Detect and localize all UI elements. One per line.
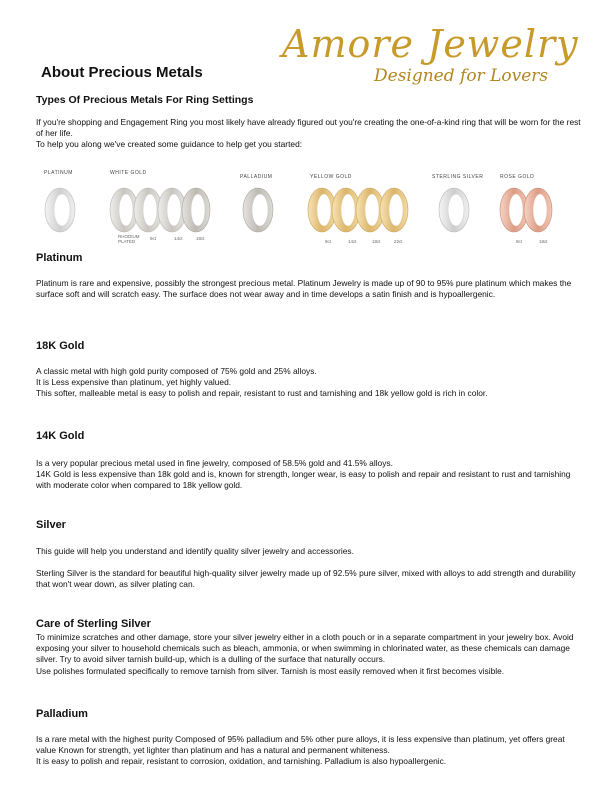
ring-sub-label: 9ct	[150, 236, 157, 241]
logo-wordmark: Amore Jewelry	[282, 22, 579, 66]
silver-line-2: Sterling Silver is the standard for beautiful high-quality silver jewelry made up of 92.5% pure silver, mixed with alloys to add strength and durability that won't wear down, as silver plating can.	[36, 568, 576, 590]
section-subtitle: Types Of Precious Metals For Ring Settings	[36, 94, 254, 106]
heading-platinum: Platinum	[36, 252, 83, 264]
ring-label-platinum: PLATINUM	[44, 170, 73, 176]
platinum-text	[36, 278, 584, 300]
ring-metal-chart	[36, 168, 576, 246]
gold14-text	[36, 458, 584, 492]
palladium-line-1: Is a rare metal with the highest purity Composed of 95% palladium and 5% other pure alloys, it is less expensive than platinum, yet offers great value Known for strength, yet lighter than platinum and has a natural and permanent whiteness.	[36, 734, 565, 756]
heading-silver: Silver	[36, 519, 66, 531]
ring-sub-label: 22ct	[394, 239, 403, 244]
ring-label-palladium: PALLADIUM	[240, 174, 273, 180]
intro-text	[36, 117, 584, 151]
ring-platinum	[45, 188, 75, 232]
care-line-1: To minimize scratches and other damage, store your silver jewelry either in a cloth pouch or in a separate compartment in your jewelry box. Avoid exposing your silver to household chemicals such as bleach, ammonia, or when swimming in chlorinated water, as these chemicals can damage silver. Try to avoid silver tarnish build-up, which is a dulling of the surface that naturally occurs.	[36, 632, 574, 665]
silver-text	[36, 546, 584, 591]
brand-logo	[282, 22, 582, 92]
intro-paragraph-1: If you're shopping and Engagement Ring you most likely have already figured out you're creating the one-of-a-kind ring that will be worn for the rest of her life.	[36, 117, 581, 139]
ring-sub-label: 14ct	[174, 236, 183, 241]
ring-label-white-gold: WHITE GOLD	[110, 170, 147, 176]
ring-sub-label: 18ct	[539, 239, 548, 244]
logo-tagline: Designed for Lovers	[374, 66, 549, 86]
heading-care-of-sterling-silver: Care of Sterling Silver	[36, 618, 151, 630]
ring-sterling-silver	[439, 188, 469, 232]
heading-14k-gold: 14K Gold	[36, 430, 85, 442]
heading-18k-gold: 18K Gold	[36, 340, 85, 352]
palladium-text	[36, 734, 584, 768]
ring-yellow-gold	[308, 188, 408, 232]
ring-sub-label: 9ct	[516, 239, 523, 244]
ring-sub-label: 18ct	[196, 236, 205, 241]
ring-sub-label: 18ct	[372, 239, 381, 244]
ring-sub-label: RHODIUM PLATED	[118, 234, 140, 244]
platinum-paragraph: Platinum is rare and expensive, possibly the strongest precious metal. Platinum Jewelry is made up of 90 to 95% pure platinum which makes the surface soft and will scratch easy. The surface does not wear away and in time develops a satin finish and is hypoallergenic.	[36, 278, 572, 300]
ring-sub-label: 9ct	[325, 239, 332, 244]
ring-label-sterling-silver: STERLING SILVER	[432, 174, 484, 180]
gold14-line-1: Is a very popular precious metal used in fine jewelry, composed of 58.5% gold and 41.5% alloys.	[36, 458, 393, 468]
ring-illustration	[36, 168, 576, 246]
page-title: About Precious Metals	[41, 64, 203, 81]
silver-line-1: This guide will help you understand and identify quality silver jewelry and accessories.	[36, 546, 354, 556]
palladium-line-2: It is easy to polish and repair, resistant to corrosion, oxidation, and tarnishing. Palladium is also hypoallergenic.	[36, 756, 447, 767]
care-line-2: Use polishes formulated specifically to remove tarnish from silver. Tarnish is most easily removed when it first becomes visible.	[36, 665, 505, 676]
ring-label-rose-gold: ROSE GOLD	[500, 174, 535, 180]
ring-rose-gold	[500, 188, 552, 232]
ring-white-gold	[110, 188, 210, 232]
gold14-line-2: 14K Gold is less expensive than 18k gold and is, known for strength, longer wear, is easy to polish and repair and resistant to rust and tarnishing with moderate color when compared to 18k yellow gold.	[36, 469, 571, 491]
gold18-line-3: This softer, malleable metal is easy to polish and repair, resistant to rust and tarnishing and 18k yellow gold is rich in color.	[36, 388, 488, 399]
care-text	[36, 632, 584, 677]
heading-palladium: Palladium	[36, 708, 88, 720]
ring-sub-label: 14ct	[348, 239, 357, 244]
gold18-text	[36, 366, 584, 400]
gold18-line-2: It is Less expensive than platinum, yet highly valued.	[36, 377, 232, 388]
gold18-line-1: A classic metal with high gold purity composed of 75% gold and 25% alloys.	[36, 366, 317, 376]
ring-label-yellow-gold: YELLOW GOLD	[310, 174, 352, 180]
intro-paragraph-2: To help you along we've created some guidance to help get you started:	[36, 139, 303, 150]
ring-palladium	[243, 188, 273, 232]
